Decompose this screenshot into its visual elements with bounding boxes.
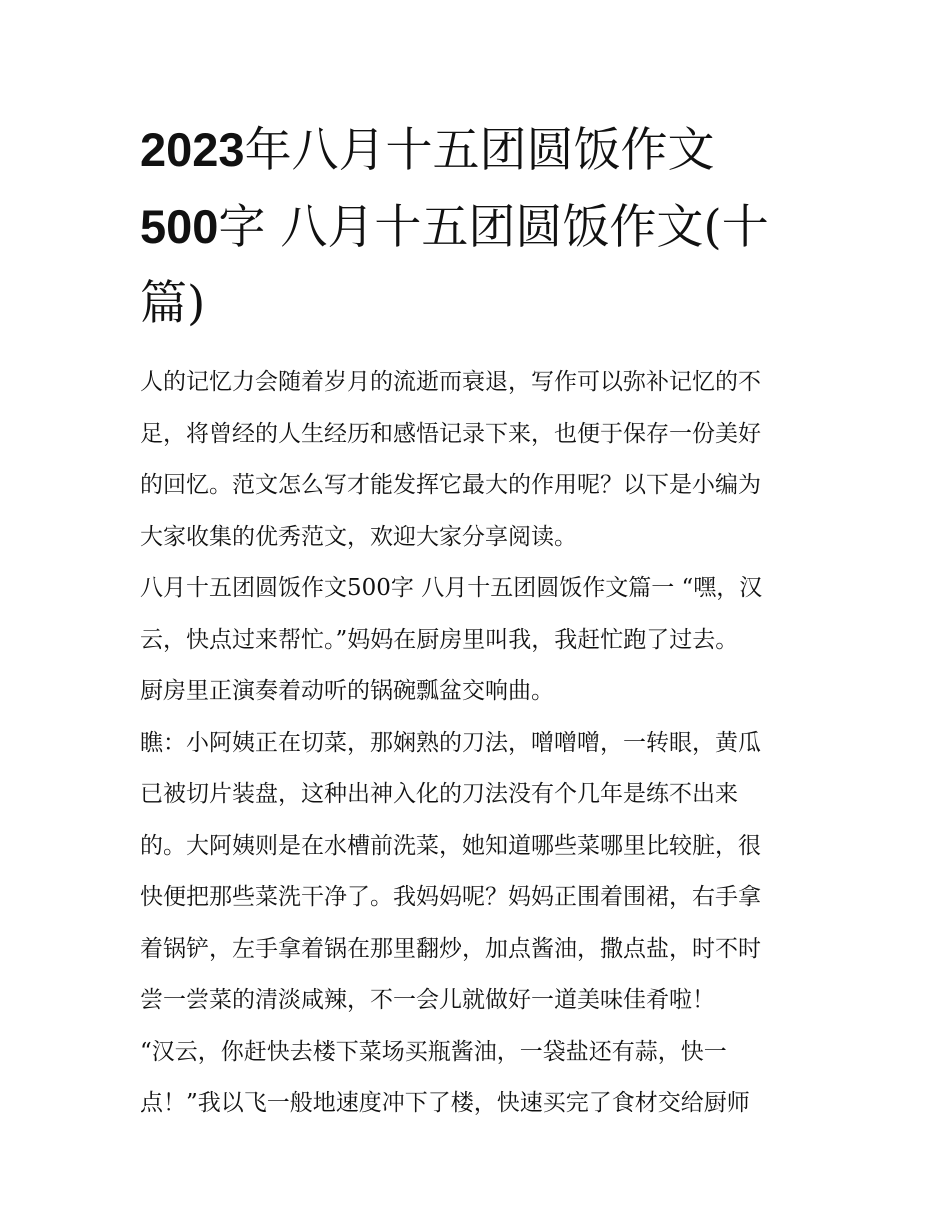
body-line: 足，将曾经的人生经历和感悟记录下来，也便于保存一份美好 bbox=[140, 420, 761, 447]
body-line: 云，快点过来帮忙。”妈妈在厨房里叫我，我赶忙跑了过去。 bbox=[140, 626, 739, 653]
document-body bbox=[140, 357, 820, 1130]
title-line-1 bbox=[140, 112, 820, 189]
body-line: 的回忆。范文怎么写才能发挥它最大的作用呢？以下是小编为 bbox=[140, 472, 761, 498]
title-word-count: 500 bbox=[140, 200, 219, 253]
body-line: 大家收集的优秀范文，欢迎大家分享阅读。 bbox=[140, 523, 577, 550]
body-line: 快便把那些菜洗干净了。我妈妈呢？妈妈正围着围裙，右手拿 bbox=[140, 884, 761, 910]
body-line: 点！”我以飞一般地速度冲下了楼，快速买完了食材交给厨师 bbox=[140, 1090, 750, 1116]
title-text-1: 年八月十五团圆饭作文 bbox=[244, 123, 715, 178]
body-line: 着锅铲，左手拿着锅在那里翻炒，加点酱油，撒点盐，时不时 bbox=[140, 935, 761, 962]
title-line-3 bbox=[140, 266, 820, 342]
body-line: 人的记忆力会随着岁月的流逝而衰退，写作可以弥补记忆的不 bbox=[140, 369, 761, 395]
title-line-2 bbox=[140, 189, 820, 266]
body-line: “汉云，你赶快去楼下菜场买瓶酱油，一袋盐还有蒜，快一 bbox=[140, 1038, 727, 1065]
title-text-2: 字 八月十五团圆饭作文(十 bbox=[218, 200, 769, 255]
body-line: 尝一尝菜的清淡咸辣，不一会儿就做好一道美味佳肴啦！ bbox=[140, 987, 715, 1013]
body-line: 八月十五团圆饭作文500字 八月十五团圆饭作文篇一 “嘿，汉 bbox=[140, 575, 763, 601]
document-title bbox=[140, 112, 820, 342]
title-year: 2023 bbox=[140, 123, 245, 176]
body-line: 的。大阿姨则是在水槽前洗菜，她知道哪些菜哪里比较脏，很 bbox=[140, 832, 761, 859]
title-text-3: 篇) bbox=[140, 276, 206, 331]
body-line: 已被切片装盘，这种出神入化的刀法没有个几年是练不出来 bbox=[140, 781, 738, 807]
body-line: 厨房里正演奏着动听的锅碗瓢盆交响曲。 bbox=[140, 678, 554, 704]
body-line: 瞧：小阿姨正在切菜，那娴熟的刀法，噌噌噌，一转眼，黄瓜 bbox=[140, 729, 761, 756]
